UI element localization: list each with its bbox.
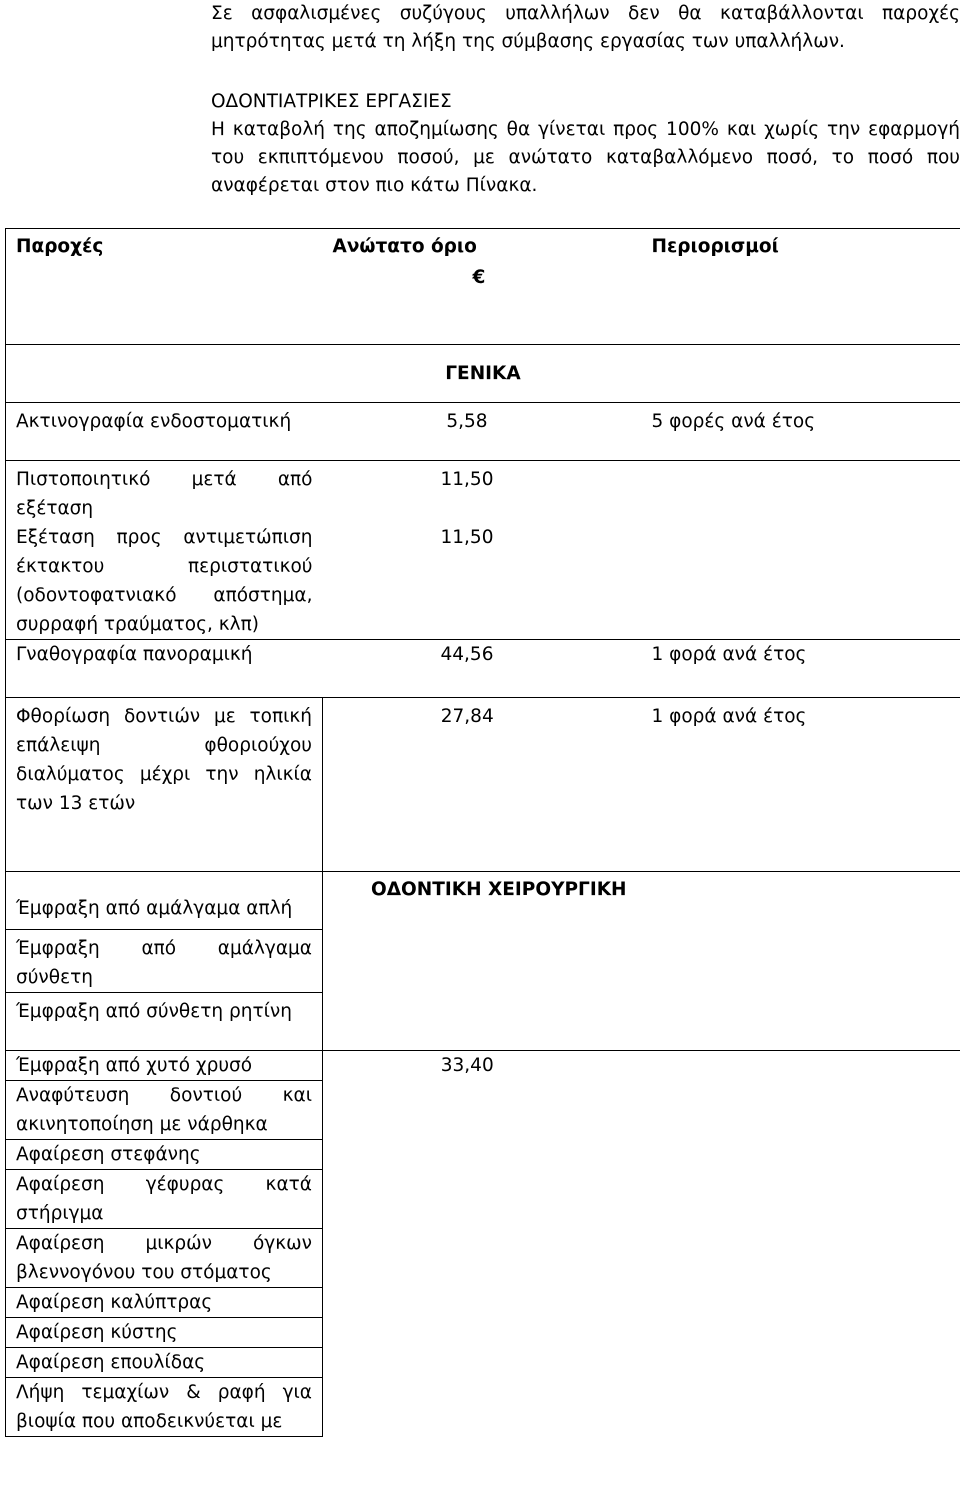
amount-cell: 11,50 <box>323 523 642 640</box>
benefit-cell: Αφαίρεση μικρών όγκων βλεννογόνου του στόματος <box>6 1229 323 1288</box>
dental-paragraph: Η καταβολή της αποζημίωσης θα γίνεται προς 100% και χωρίς την εφαρμογή του εκπιπτόμενου ποσού, με ανώτατο καταβαλλόμενο ποσό, το ποσό που αναφέρεται στον πιο κάτω Πίνακα. <box>211 119 960 196</box>
benefit-cell: Έμφραξη από χυτό χρυσό <box>6 1051 323 1081</box>
benefit-cell: Γναθογραφία πανοραμική <box>6 640 323 698</box>
benefit-cell: Λήψη τεμαχίων & ραφή για βιοψία που αποδεικνύεται με <box>6 1378 323 1437</box>
benefit-cell: Αφαίρεση επουλίδας <box>6 1348 323 1378</box>
surgery-amount: 33,40 <box>323 1051 642 1437</box>
benefit-cell: Αφαίρεση στεφάνης <box>6 1140 323 1170</box>
amount-cell: 11,50 <box>323 461 642 524</box>
dental-heading: ΟΔΟΝΤΙΑΤΡΙΚΕΣ ΕΡΓΑΣΙΕΣ <box>211 91 452 112</box>
table-row <box>6 698 960 872</box>
header-max-limit <box>323 229 642 345</box>
restriction-cell <box>642 461 960 524</box>
currency-symbol: € <box>472 267 486 288</box>
restriction-cell: 1 φορά ανά έτος <box>642 640 960 698</box>
table-row <box>6 993 960 1051</box>
maternity-paragraph: Σε ασφαλισμένες συζύγους υπαλλήλων δεν θα καταβάλλονται παροχές μητρότητας μετά τη λήξη της σύμβασης εργασίας των υπαλλήλων. <box>211 3 960 52</box>
benefit-cell: Αφαίρεση κύστης <box>6 1318 323 1348</box>
section-row-general <box>6 345 960 403</box>
intro-text <box>211 0 960 200</box>
benefit-cell: Αφαίρεση γέφυρας κατά στήριγμα <box>6 1170 323 1229</box>
table-header-row <box>6 229 960 345</box>
table-row <box>6 640 960 698</box>
benefit-cell: Πιστοποιητικό μετά από εξέταση <box>6 461 323 524</box>
benefit-cell: Έμφραξη από αμάλγαμα απλή <box>6 872 323 930</box>
amount-cell: 5,58 <box>323 403 642 461</box>
table-row <box>6 403 960 461</box>
benefit-cell: Αφαίρεση καλύπτρας <box>6 1288 323 1318</box>
header-max-limit-label: Ανώτατο όριο <box>332 236 477 257</box>
benefit-cell: Φθορίωση δοντιών με τοπική επάλειψη φθοριούχου διαλύματος μέχρι την ηλικία των 13 ετών <box>6 698 323 872</box>
section-general: ΓΕΝΙΚΑ <box>6 345 960 403</box>
table-row <box>6 523 960 640</box>
header-benefits: Παροχές <box>6 229 323 345</box>
restriction-cell: 5 φορές ανά έτος <box>642 403 960 461</box>
amount-cell: 44,56 <box>323 640 642 698</box>
table-row <box>6 1051 960 1081</box>
restriction-cell: 1 φορά ανά έτος <box>642 698 960 872</box>
benefit-cell: Έμφραξη από αμάλγαμα σύνθετη <box>6 930 323 993</box>
table-row <box>6 872 960 930</box>
benefit-cell: Ακτινογραφία ενδοστοματική <box>6 403 323 461</box>
restriction-cell <box>642 523 960 640</box>
benefit-cell: Εξέταση προς αντιμετώπιση έκτακτου περιστατικού (οδοντοφατνιακό απόστημα, συρραφή τραύματος, κλπ) <box>6 523 323 640</box>
amount-cell: 27,84 <box>323 698 642 872</box>
section-surgery: ΟΔΟΝΤΙΚΗ ΧΕΙΡΟΥΡΓΙΚΗ <box>323 872 960 930</box>
table-row <box>6 461 960 524</box>
header-restrictions: Περιορισμοί <box>642 229 960 345</box>
dental-benefits-table <box>5 228 960 1437</box>
benefit-cell: Αναφύτευση δοντιού και ακινητοποίηση με νάρθηκα <box>6 1081 323 1140</box>
table-row <box>6 930 960 993</box>
benefit-cell: Έμφραξη από σύνθετη ρητίνη <box>6 993 323 1051</box>
